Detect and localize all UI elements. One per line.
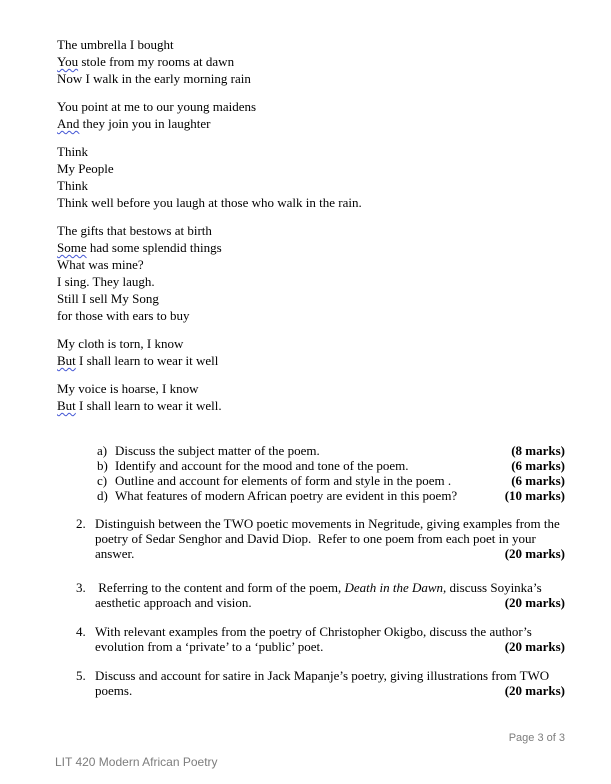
text-segment: Discuss and account for satire in Jack Mapanje’s poetry, giving illustrations from TWO <box>95 668 550 683</box>
sub-question-text: Identify and account for the mood and tone of the poem. <box>115 458 409 473</box>
question-line-text <box>95 531 536 546</box>
text-segment: I sing. They laugh. <box>57 274 155 289</box>
grammar-flagged-word: Some <box>57 240 87 255</box>
grammar-flagged-word: You <box>57 54 79 69</box>
text-segment: Now I walk in the early morning rain <box>57 71 251 86</box>
text-segment: had some splendid things <box>86 240 222 255</box>
marks-badge: (6 marks) <box>511 458 565 473</box>
question-number: 4. <box>76 624 86 639</box>
poem-line <box>57 352 362 369</box>
question-line-text <box>95 683 132 698</box>
poem-line <box>57 335 362 352</box>
text-segment: stole from my rooms at dawn <box>78 54 235 69</box>
poem-line <box>57 194 362 211</box>
sub-question-row <box>97 488 565 503</box>
poem-line <box>57 397 362 414</box>
sub-question-label: c) <box>97 473 108 488</box>
question-line <box>95 624 565 639</box>
text-segment: discuss Soyinka’s <box>446 580 542 595</box>
question-body <box>95 516 565 561</box>
poem <box>57 36 362 425</box>
text-segment: for those with ears to buy <box>57 308 190 323</box>
text-segment: evolution from a ‘private’ to a ‘public’ poet. <box>95 639 324 654</box>
sub-question-list <box>97 443 565 503</box>
text-segment: The umbrella I bought <box>57 37 174 52</box>
poem-line <box>57 98 362 115</box>
poem-stanza <box>57 222 362 324</box>
text-segment: Distinguish between the TWO poetic movements in Negritude, giving examples from the <box>95 516 560 531</box>
poem-stanza <box>57 380 362 414</box>
sub-question-text: What features of modern African poetry are evident in this poem? <box>115 488 458 503</box>
text-segment: they join you in laughter <box>79 116 211 131</box>
sub-question-row <box>97 458 565 473</box>
text-segment: aesthetic approach and vision. <box>95 595 252 610</box>
question-line <box>95 580 565 595</box>
text-segment: You point at me to our young maidens <box>57 99 257 114</box>
question-line-text <box>95 580 542 595</box>
poem-line <box>57 380 362 397</box>
question-number: 3. <box>76 580 86 595</box>
grammar-flagged-word: But <box>57 398 76 413</box>
sub-question-text: Discuss the subject matter of the poem. <box>115 443 320 458</box>
marks-badge: (8 marks) <box>511 443 565 458</box>
page-number: Page 3 of 3 <box>508 732 565 744</box>
marks-badge: (20 marks) <box>504 639 565 654</box>
question-line <box>95 683 565 698</box>
question-body <box>95 624 565 654</box>
question-line-text <box>95 546 134 561</box>
question-line <box>95 595 565 610</box>
text-segment: Think well before you laugh at those who walk in the rain. <box>57 195 362 210</box>
question-line-text <box>95 595 252 610</box>
poem-line <box>57 53 362 70</box>
text-segment: Still I sell My Song <box>57 291 159 306</box>
question-line-text <box>95 639 323 654</box>
poem-line <box>57 290 362 307</box>
poem-line <box>57 115 362 132</box>
poem-line <box>57 256 362 273</box>
question-line-text <box>95 624 532 639</box>
question-block <box>76 580 565 610</box>
question-list <box>76 516 565 712</box>
sub-question-row <box>97 473 565 488</box>
marks-badge: (20 marks) <box>504 683 565 698</box>
poem-line <box>57 160 362 177</box>
question-number: 2. <box>76 516 86 531</box>
poem-line <box>57 307 362 324</box>
poem-line <box>57 70 362 87</box>
text-segment: answer. <box>95 546 135 561</box>
question-block <box>76 624 565 654</box>
question-number: 5. <box>76 668 86 683</box>
text-segment: My People <box>57 161 114 176</box>
sub-question-label: d) <box>97 488 108 503</box>
question-block <box>76 668 565 698</box>
text-segment: With relevant examples from the poetry of Christopher Okigbo, discuss the author’s <box>95 624 532 639</box>
poem-stanza <box>57 36 362 87</box>
poem-stanza <box>57 143 362 211</box>
marks-badge: (20 marks) <box>504 595 565 610</box>
poem-line <box>57 222 362 239</box>
poem-stanza <box>57 98 362 132</box>
poem-line <box>57 273 362 290</box>
text-segment: Think <box>57 144 89 159</box>
poem-line <box>57 36 362 53</box>
text-segment: Referring to the content and form of the poem, <box>95 580 345 595</box>
question-line <box>95 546 565 561</box>
text-segment: poetry of Sedar Senghor and David Diop. Refer to one poem from each poet in your <box>95 531 536 546</box>
sub-question-label: b) <box>97 458 108 473</box>
text-segment: The gifts that bestows at birth <box>57 223 212 238</box>
poem-line <box>57 177 362 194</box>
question-block <box>76 516 565 561</box>
sub-question-row <box>97 443 565 458</box>
question-line-text <box>95 516 560 531</box>
poem-line <box>57 143 362 160</box>
text-segment: Think <box>57 178 89 193</box>
question-line <box>95 639 565 654</box>
text-segment: poems. <box>95 683 133 698</box>
text-segment: My voice is hoarse, I know <box>57 381 199 396</box>
question-line <box>95 668 565 683</box>
text-segment: I shall learn to wear it well <box>75 353 219 368</box>
text-segment: Death in the Dawn, <box>344 580 447 595</box>
text-segment: My cloth is torn, I know <box>57 336 184 351</box>
poem-stanza <box>57 335 362 369</box>
question-line <box>95 516 565 531</box>
text-segment: What was mine? <box>57 257 144 272</box>
question-line <box>95 531 565 546</box>
question-line-text <box>95 668 549 683</box>
marks-badge: (10 marks) <box>504 488 565 503</box>
text-segment: I shall learn to wear it well. <box>75 398 222 413</box>
marks-badge: (20 marks) <box>504 546 565 561</box>
marks-badge: (6 marks) <box>511 473 565 488</box>
poem-line <box>57 239 362 256</box>
question-body <box>95 580 565 610</box>
grammar-flagged-word: And <box>57 116 80 131</box>
grammar-flagged-word: But <box>57 353 76 368</box>
sub-question-text: Outline and account for elements of form and style in the poem . <box>115 473 452 488</box>
footer-course-title: LIT 420 Modern African Poetry <box>55 755 218 769</box>
sub-question-label: a) <box>97 443 108 458</box>
question-body <box>95 668 565 698</box>
